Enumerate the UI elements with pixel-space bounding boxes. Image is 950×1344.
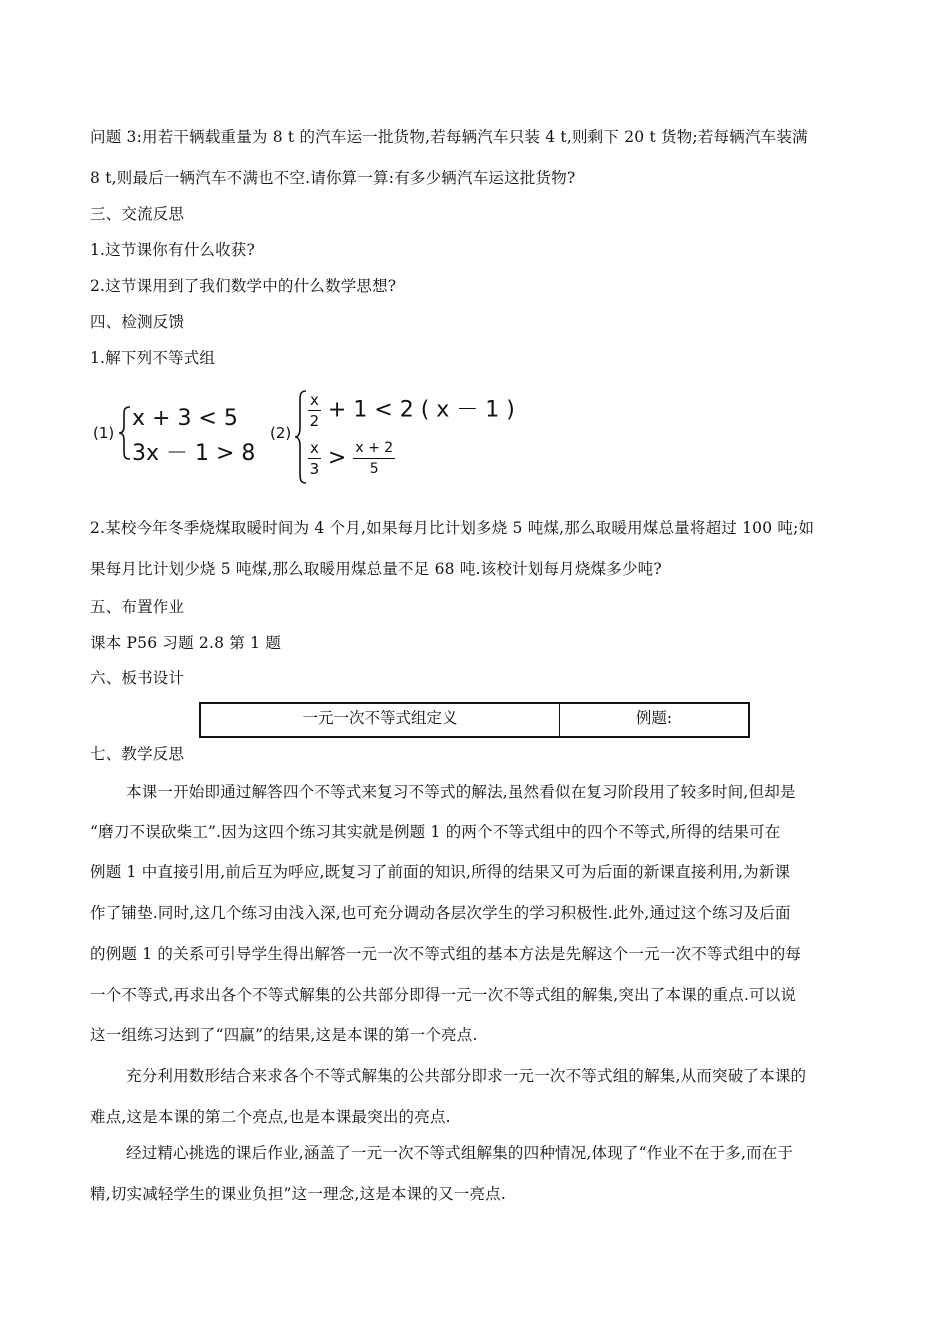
- system1-row2: 3x － 1 > 8: [132, 441, 256, 466]
- table-cell-definition: 一元一次不等式组定义: [201, 704, 560, 736]
- reflection-p1-line: 一个不等式,再求出各个不等式解集的公共部分即得一元一次不等式组的解集,突出了本课的重点.可以说: [90, 986, 797, 1004]
- section6-title: 六、板书设计: [90, 669, 185, 687]
- section7-title: 七、教学反思: [90, 745, 185, 763]
- left-brace-icon: [294, 390, 308, 484]
- system2-label: (2): [270, 424, 292, 442]
- system2-row1-rest: + 1 < 2 ( x － 1 ): [327, 397, 515, 423]
- reflection-p1-line: 例题 1 中直接引用,前后互为呼应,既复习了前面的知识,所得的结果又可为后面的新课直接利用,为新课: [90, 863, 791, 881]
- fraction-denominator: 5: [369, 461, 379, 477]
- problem3-line2: 8 t,则最后一辆汽车不满也不空.请你算一算:有多少辆汽车运这批货物?: [90, 169, 576, 187]
- section4-question2-line1: 2.某校今年冬季烧煤取暖时间为 4 个月,如果每月比计划多烧 5 吨煤,那么取暖用煤总量将超过 100 吨;如: [90, 519, 815, 537]
- reflection-p2-line: 充分利用数形结合来求各个不等式解集的公共部分即求一元一次不等式组的解集,从而突破了本课的: [126, 1067, 807, 1085]
- section3-title: 三、交流反思: [90, 205, 185, 223]
- fraction-numerator: x: [310, 391, 319, 409]
- system2-row2: [308, 438, 395, 479]
- reflection-p1-line: “磨刀不误砍柴工”.因为这四个练习其实就是例题 1 的两个不等式组中的四个不等式,所得的结果可在: [90, 823, 781, 841]
- reflection-p3-line: 精,切实减轻学生的课业负担”这一理念,这是本课的又一亮点.: [90, 1185, 507, 1203]
- table-cell-example: 例题:: [635, 709, 673, 727]
- fraction-denominator: 2: [309, 412, 320, 430]
- reflection-p1-line: 的例题 1 的关系可引导学生得出解答一元一次不等式组的基本方法是先解这个一元一次不等式组中的每: [90, 945, 802, 963]
- reflection-p3-line: 经过精心挑选的课后作业,涵盖了一元一次不等式组解集的四种情况,体现了“作业不在于多,而在于: [126, 1144, 794, 1162]
- system2-row1: [308, 390, 515, 431]
- fraction-numerator: x: [310, 439, 319, 457]
- reflection-p1-line: 这一组练习达到了“四赢”的结果,这是本课的第一个亮点.: [90, 1026, 478, 1044]
- inequality-system-1: [90, 392, 260, 472]
- section4-title: 四、检测反馈: [90, 313, 185, 331]
- section4-question1: 1.解下列不等式组: [90, 349, 216, 367]
- reflection-p1-line: 作了铺垫.同时,这几个练习由浅入深,也可充分调动各层次学生的学习积极性.此外,通过这个练习及后面: [90, 904, 791, 922]
- inequality-system-2: [270, 388, 515, 488]
- section3-question1: 1.这节课你有什么收获?: [90, 241, 255, 259]
- section3-question2: 2.这节课用到了我们数学中的什么数学思想?: [90, 277, 397, 295]
- system1-label: (1): [93, 424, 115, 442]
- problem3-line1: 问题 3:用若干辆载重量为 8 t 的汽车运一批货物,若每辆汽车只装 4 t,则剩下 20 t 货物;若每辆汽车装满: [90, 128, 808, 146]
- system1-row1: x + 3 < 5: [132, 406, 238, 431]
- reflection-p2-line: 难点,这是本课的第二个亮点,也是本课最突出的亮点.: [90, 1108, 451, 1126]
- section4-question2-line2: 果每月比计划少烧 5 吨煤,那么取暖用煤总量不足 68 吨.该校计划每月烧煤多少吨?: [90, 560, 662, 578]
- reflection-p1-line: 本课一开始即通过解答四个不等式来复习不等式的解法,虽然看似在复习阶段用了较多时间,但却是: [126, 783, 796, 801]
- section5-content: 课本 P56 习题 2.8 第 1 题: [90, 634, 282, 652]
- left-brace-icon: [118, 406, 132, 460]
- system2-row2-operator: >: [327, 445, 347, 471]
- fraction-numerator: x + 2: [353, 438, 395, 459]
- section5-title: 五、布置作业: [90, 598, 185, 616]
- blackboard-design-table: [199, 702, 750, 738]
- fraction-denominator: 3: [309, 460, 320, 478]
